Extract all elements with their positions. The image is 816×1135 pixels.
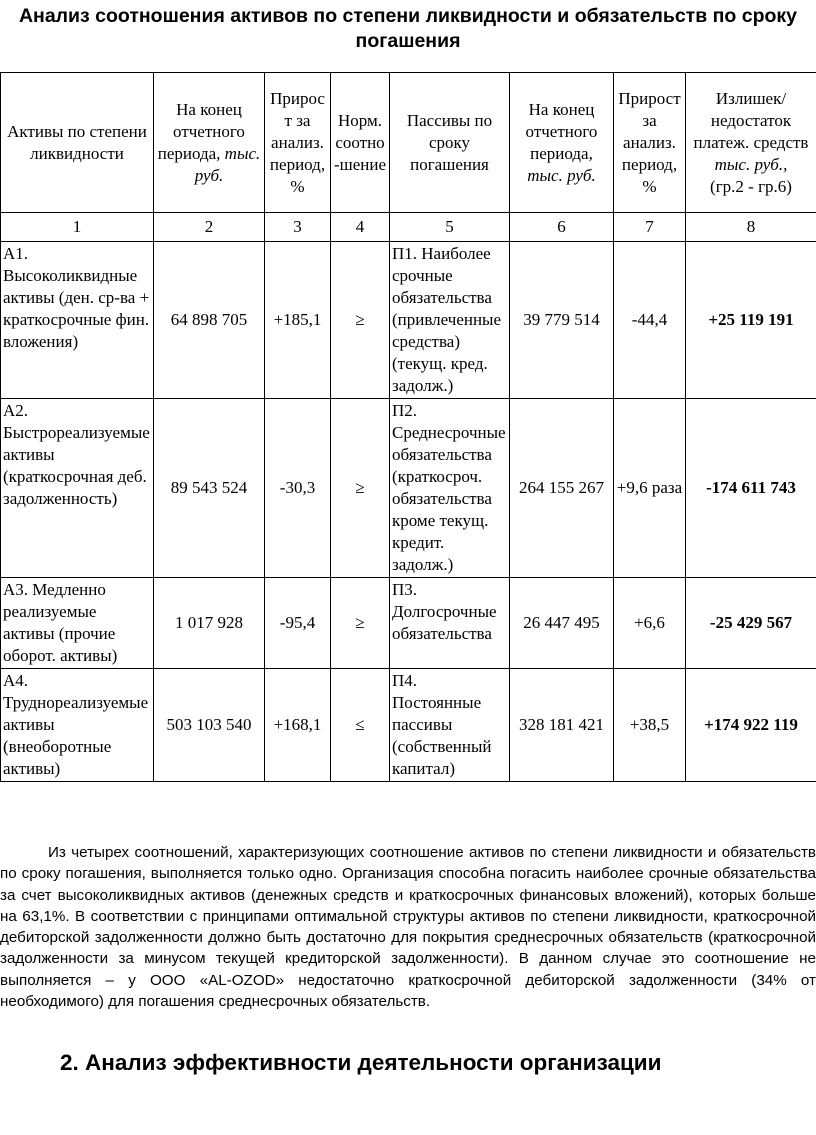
- liability-cell: П2. Среднесрочные обязательства (краткосроч. обязательства кроме текущ. кредит. задолж.): [390, 399, 510, 578]
- asset-cell: А1. Высоколиквидные активы (ден. ср-ва + краткосрочные фин. вложения): [1, 242, 154, 399]
- table-row: [1, 242, 816, 399]
- liability-value-cell: 26 447 495: [510, 578, 614, 669]
- liability-value-cell: 39 779 514: [510, 242, 614, 399]
- column-number: 3: [265, 213, 331, 242]
- asset-growth-cell: +168,1: [265, 669, 331, 782]
- header-unit: тыс. руб.,: [714, 154, 788, 174]
- liability-cell: П3. Долгосрочные обязательства: [390, 578, 510, 669]
- header-unit: тыс. руб.: [527, 165, 596, 185]
- column-number: 2: [154, 213, 265, 242]
- column-number: 8: [686, 213, 816, 242]
- liability-growth-cell: +38,5: [614, 669, 686, 782]
- norm-cell: ≥: [331, 578, 390, 669]
- liability-cell: П1. Наиболее срочные обязательства (привлеченные средства) (текущ. кред. задолж.): [390, 242, 510, 399]
- norm-cell: ≤: [331, 669, 390, 782]
- norm-cell: ≥: [331, 242, 390, 399]
- asset-growth-cell: -30,3: [265, 399, 331, 578]
- asset-value-cell: 89 543 524: [154, 399, 265, 578]
- surplus-cell: -25 429 567: [686, 578, 816, 669]
- header-norm: Норм. соотно-шение: [331, 73, 390, 213]
- table-row: [1, 578, 816, 669]
- table-row: [1, 399, 816, 578]
- asset-growth-cell: -95,4: [265, 578, 331, 669]
- norm-cell: ≥: [331, 399, 390, 578]
- liability-growth-cell: +6,6: [614, 578, 686, 669]
- asset-value-cell: 64 898 705: [154, 242, 265, 399]
- asset-cell: А4. Труднореализуемые активы (внеоборотные активы): [1, 669, 154, 782]
- surplus-cell: +25 119 191: [686, 242, 816, 399]
- header-assets: Активы по степени ликвидности: [1, 73, 154, 213]
- asset-value-cell: 1 017 928: [154, 578, 265, 669]
- page-title: Анализ соотношения активов по степени ликвидности и обязательств по сроку погашения: [18, 5, 798, 52]
- liquidity-table: [0, 72, 816, 782]
- header-unit: тыс. руб.: [194, 143, 261, 185]
- column-number: 7: [614, 213, 686, 242]
- table-row: [1, 669, 816, 782]
- liability-growth-cell: -44,4: [614, 242, 686, 399]
- column-number: 4: [331, 213, 390, 242]
- asset-value-cell: 503 103 540: [154, 669, 265, 782]
- header-row: [1, 73, 816, 213]
- liability-cell: П4. Постоянные пассивы (собственный капитал): [390, 669, 510, 782]
- asset-cell: А2. Быстрореализуемые активы (краткосрочная деб. задолженность): [1, 399, 154, 578]
- section-heading: 2. Анализ эффективности деятельности организации: [60, 1050, 662, 1075]
- liability-growth-cell: +9,6 раза: [614, 399, 686, 578]
- liability-value-cell: 264 155 267: [510, 399, 614, 578]
- header-growth-liab: Прирост за анализ. период, %: [614, 73, 686, 213]
- surplus-cell: -174 611 743: [686, 399, 816, 578]
- column-number: 5: [390, 213, 510, 242]
- asset-growth-cell: +185,1: [265, 242, 331, 399]
- liability-value-cell: 328 181 421: [510, 669, 614, 782]
- header-surplus: Излишек/ недостаток платеж. средств тыс. руб., (гр.2 - гр.6): [686, 73, 816, 213]
- analysis-paragraph: Из четырех соотношений, характеризующих соотношение активов по степени ликвидности и обязательств по сроку погашения, выполняется только одно. Организация способна погасить наиболее срочные обязательства за счет высоколиквидных активов (денежных средств и краткосрочных финансовых вложений), которых больше на 63,1%. В соответствии с принципами оптимальной структуры активов по степени ликвидности, краткосрочной дебиторской задолженности должно быть достаточно для покрытия среднесрочных обязательств (краткосрочной задолженности за минусом текущей кредиторской задолженности). В данном случае это соотношение не выполняется – у ООО «AL-OZOD» недостаточно краткосрочной дебиторской задолженности (34% от необходимого) для погашения среднесрочных обязательств.: [0, 844, 816, 1011]
- column-number: 1: [1, 213, 154, 242]
- asset-cell: А3. Медленно реализуемые активы (прочие оборот. активы): [1, 578, 154, 669]
- header-formula: (гр.2 - гр.6): [710, 176, 792, 196]
- header-liabilities: Пассивы по сроку погашения: [390, 73, 510, 213]
- header-growth-assets: Прирост за анализ. период, %: [265, 73, 331, 213]
- surplus-cell: +174 922 119: [686, 669, 816, 782]
- column-number: 6: [510, 213, 614, 242]
- header-end-assets: На конец отчетного периода, тыс. руб.: [154, 73, 265, 213]
- header-end-liab: На конец отчетного периода, тыс. руб.: [510, 73, 614, 213]
- column-numbers-row: [1, 213, 816, 242]
